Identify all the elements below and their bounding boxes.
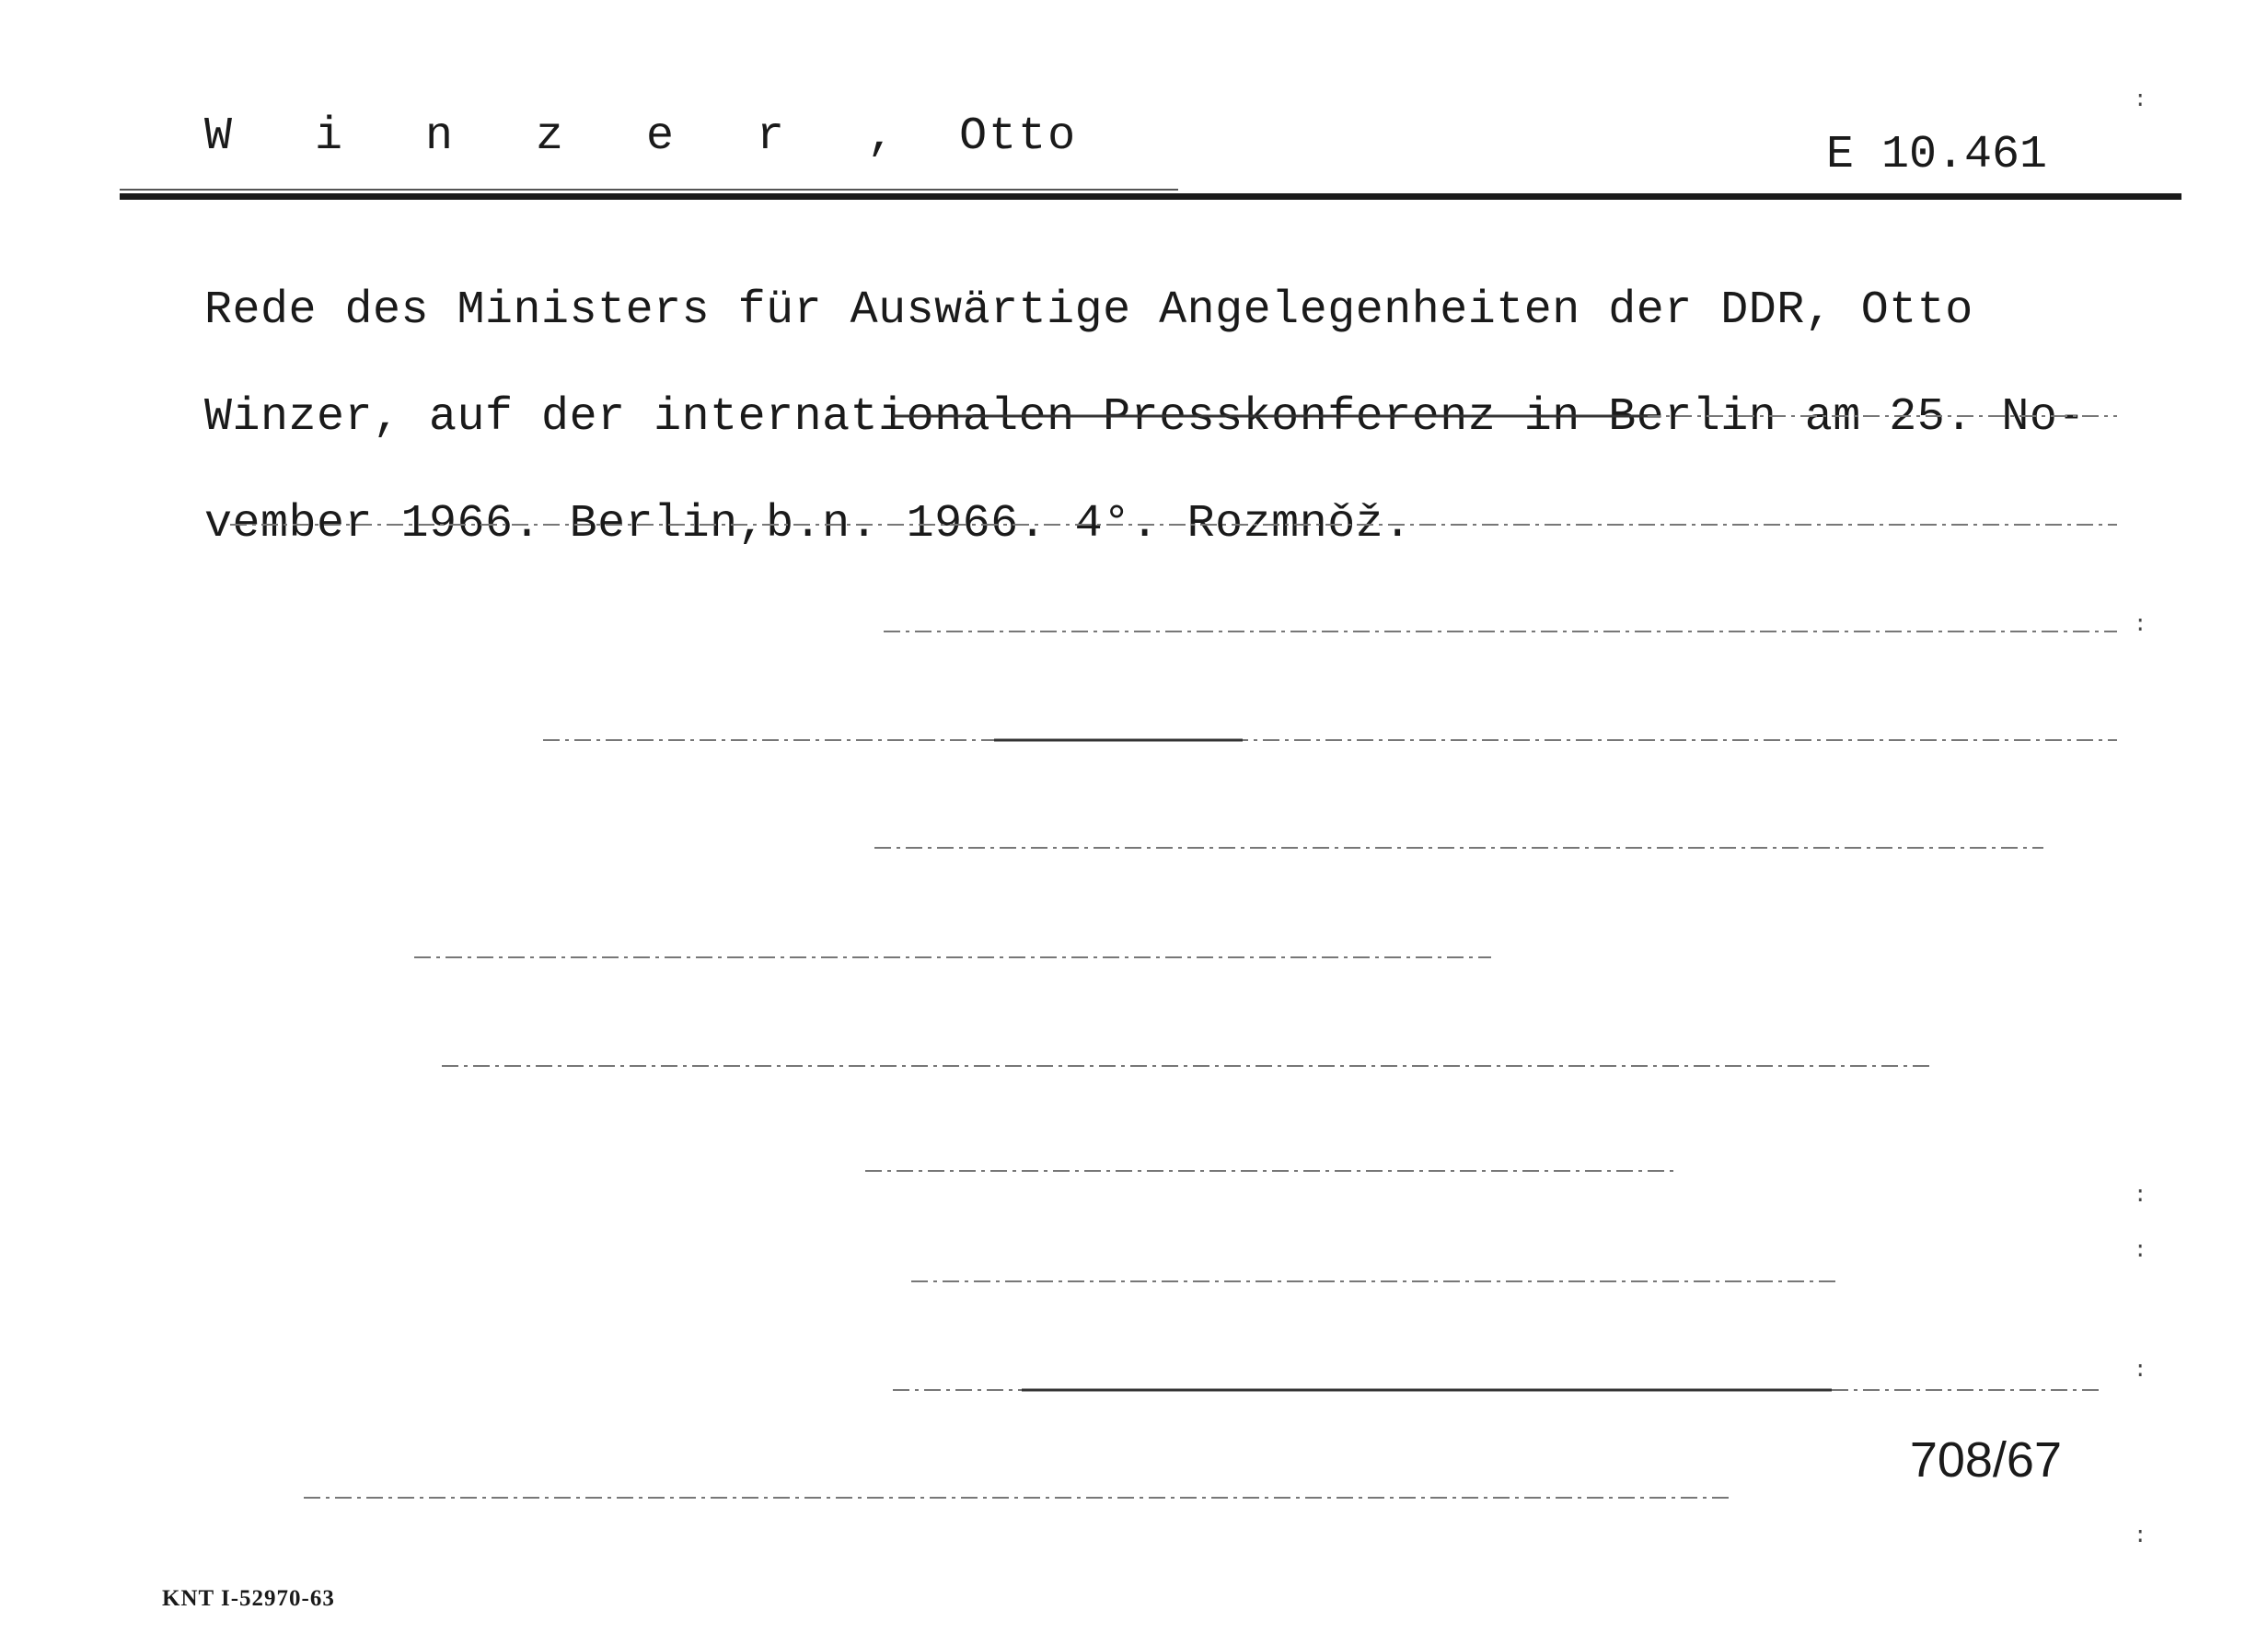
edge-mark: : <box>2134 613 2147 638</box>
author-given-name: Otto <box>959 110 1078 163</box>
edge-mark: : <box>2134 1359 2147 1384</box>
description-line: Winzer, auf der internationalen Presskonferenz in Berlin am 25. No- <box>204 391 2086 444</box>
author-surname: W i n z e r , <box>204 110 923 163</box>
edge-mark: : <box>2134 1239 2147 1264</box>
description-line: vember 1966. Berlin,b.n. 1966. 4°. Rozmnǒž. <box>204 498 1412 550</box>
call-number: E 10.461 <box>1825 129 2047 181</box>
edge-mark: : <box>2134 88 2147 113</box>
printer-imprint: KNT I-52970-63 <box>162 1586 335 1611</box>
heading-rule <box>120 193 2181 200</box>
accession-number: 708/67 <box>1909 1432 2062 1488</box>
edge-mark: : <box>2134 1524 2147 1549</box>
bibliographic-description <box>204 258 2128 578</box>
heading-rule-thin <box>120 189 1178 191</box>
card-heading <box>204 110 1077 163</box>
edge-mark: : <box>2134 1184 2147 1209</box>
description-line: Rede des Ministers für Auswärtige Angelegenheiten der DDR, Otto <box>204 284 1973 337</box>
